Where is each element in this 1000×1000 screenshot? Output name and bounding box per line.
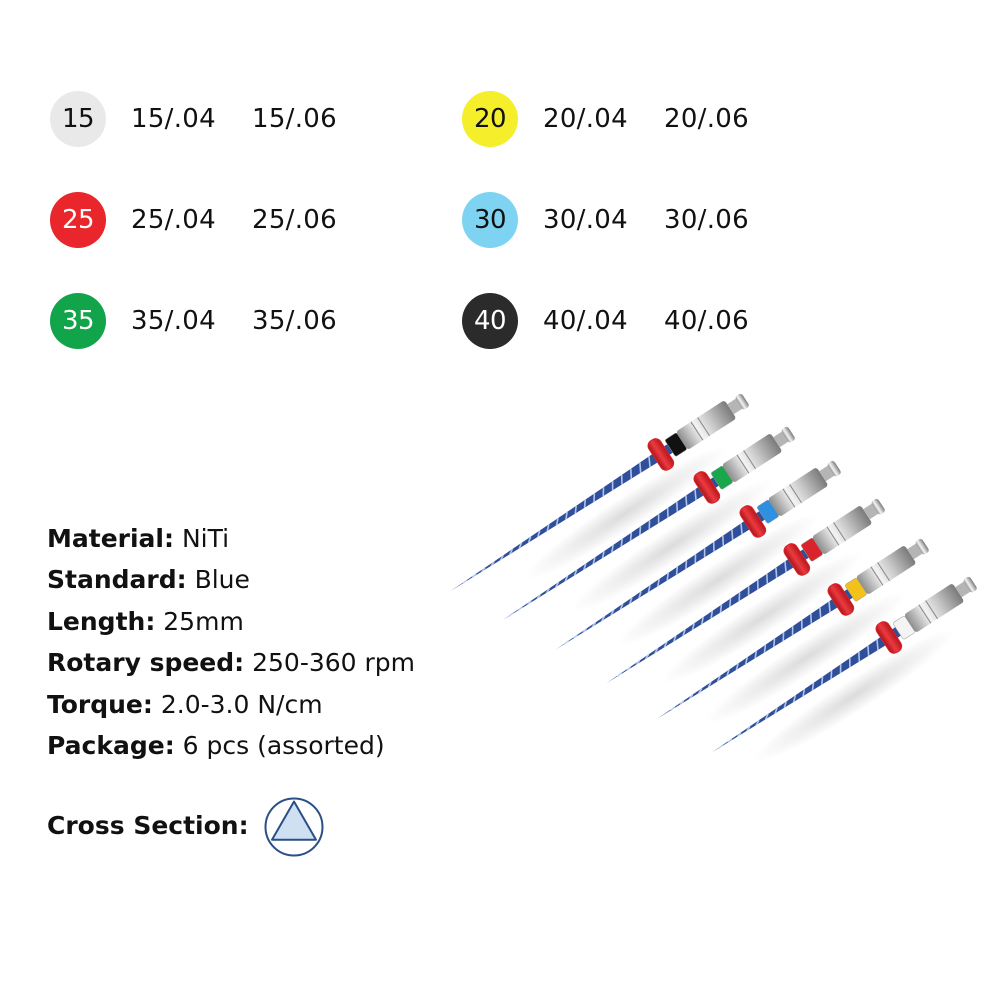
spec-standard — [47, 559, 467, 600]
size-row-35 — [50, 293, 370, 351]
size-badge: 30 — [462, 192, 518, 248]
spec-key: Package: — [47, 730, 175, 760]
spec-package — [47, 725, 467, 766]
triangle-in-circle-icon — [263, 796, 325, 858]
spec-material — [47, 518, 467, 559]
taper-04-label: 25/.04 — [131, 205, 216, 235]
size-row-30 — [462, 192, 782, 250]
spec-length — [47, 601, 467, 642]
cross-section-label: Cross Section: — [47, 811, 249, 840]
taper-04-label: 40/.04 — [543, 306, 628, 336]
taper-04-label: 15/.04 — [131, 104, 216, 134]
spec-key: Torque: — [47, 689, 153, 719]
rotary-files-illustration — [440, 360, 1000, 820]
spec-key: Standard: — [47, 565, 187, 595]
spec-value: Blue — [194, 565, 250, 595]
size-row-15 — [50, 91, 370, 149]
spec-key: Material: — [47, 524, 174, 553]
taper-04-label: 30/.04 — [543, 205, 628, 235]
size-row-40 — [462, 293, 782, 351]
spec-value: 25mm — [163, 606, 244, 636]
spec-value: 2.0-3.0 N/cm — [160, 689, 323, 719]
size-badge: 15 — [50, 91, 106, 147]
size-badge: 20 — [462, 91, 518, 147]
taper-04-label: 35/.04 — [131, 306, 216, 336]
spec-rotary-speed — [47, 642, 467, 683]
spec-value: NiTi — [181, 524, 230, 553]
taper-04-label: 20/.04 — [543, 104, 628, 134]
taper-06-label: 35/.06 — [252, 306, 337, 336]
size-badge: 40 — [462, 293, 518, 349]
taper-06-label: 15/.06 — [252, 104, 337, 134]
size-legend — [0, 0, 1000, 360]
spec-torque — [47, 684, 467, 725]
taper-06-label: 25/.06 — [252, 205, 337, 235]
spec-key: Rotary speed: — [47, 648, 245, 678]
size-badge: 35 — [50, 293, 106, 349]
size-row-20 — [462, 91, 782, 149]
spec-value: 250-360 rpm — [252, 648, 416, 678]
taper-06-label: 30/.06 — [664, 205, 749, 235]
taper-06-label: 20/.06 — [664, 104, 749, 134]
taper-06-label: 40/.06 — [664, 306, 749, 336]
size-row-25 — [50, 192, 370, 250]
spec-value: 6 pcs (assorted) — [182, 730, 385, 760]
spec-list — [47, 518, 467, 766]
size-badge: 25 — [50, 192, 106, 248]
spec-key: Length: — [47, 606, 156, 636]
cross-section — [47, 796, 347, 860]
